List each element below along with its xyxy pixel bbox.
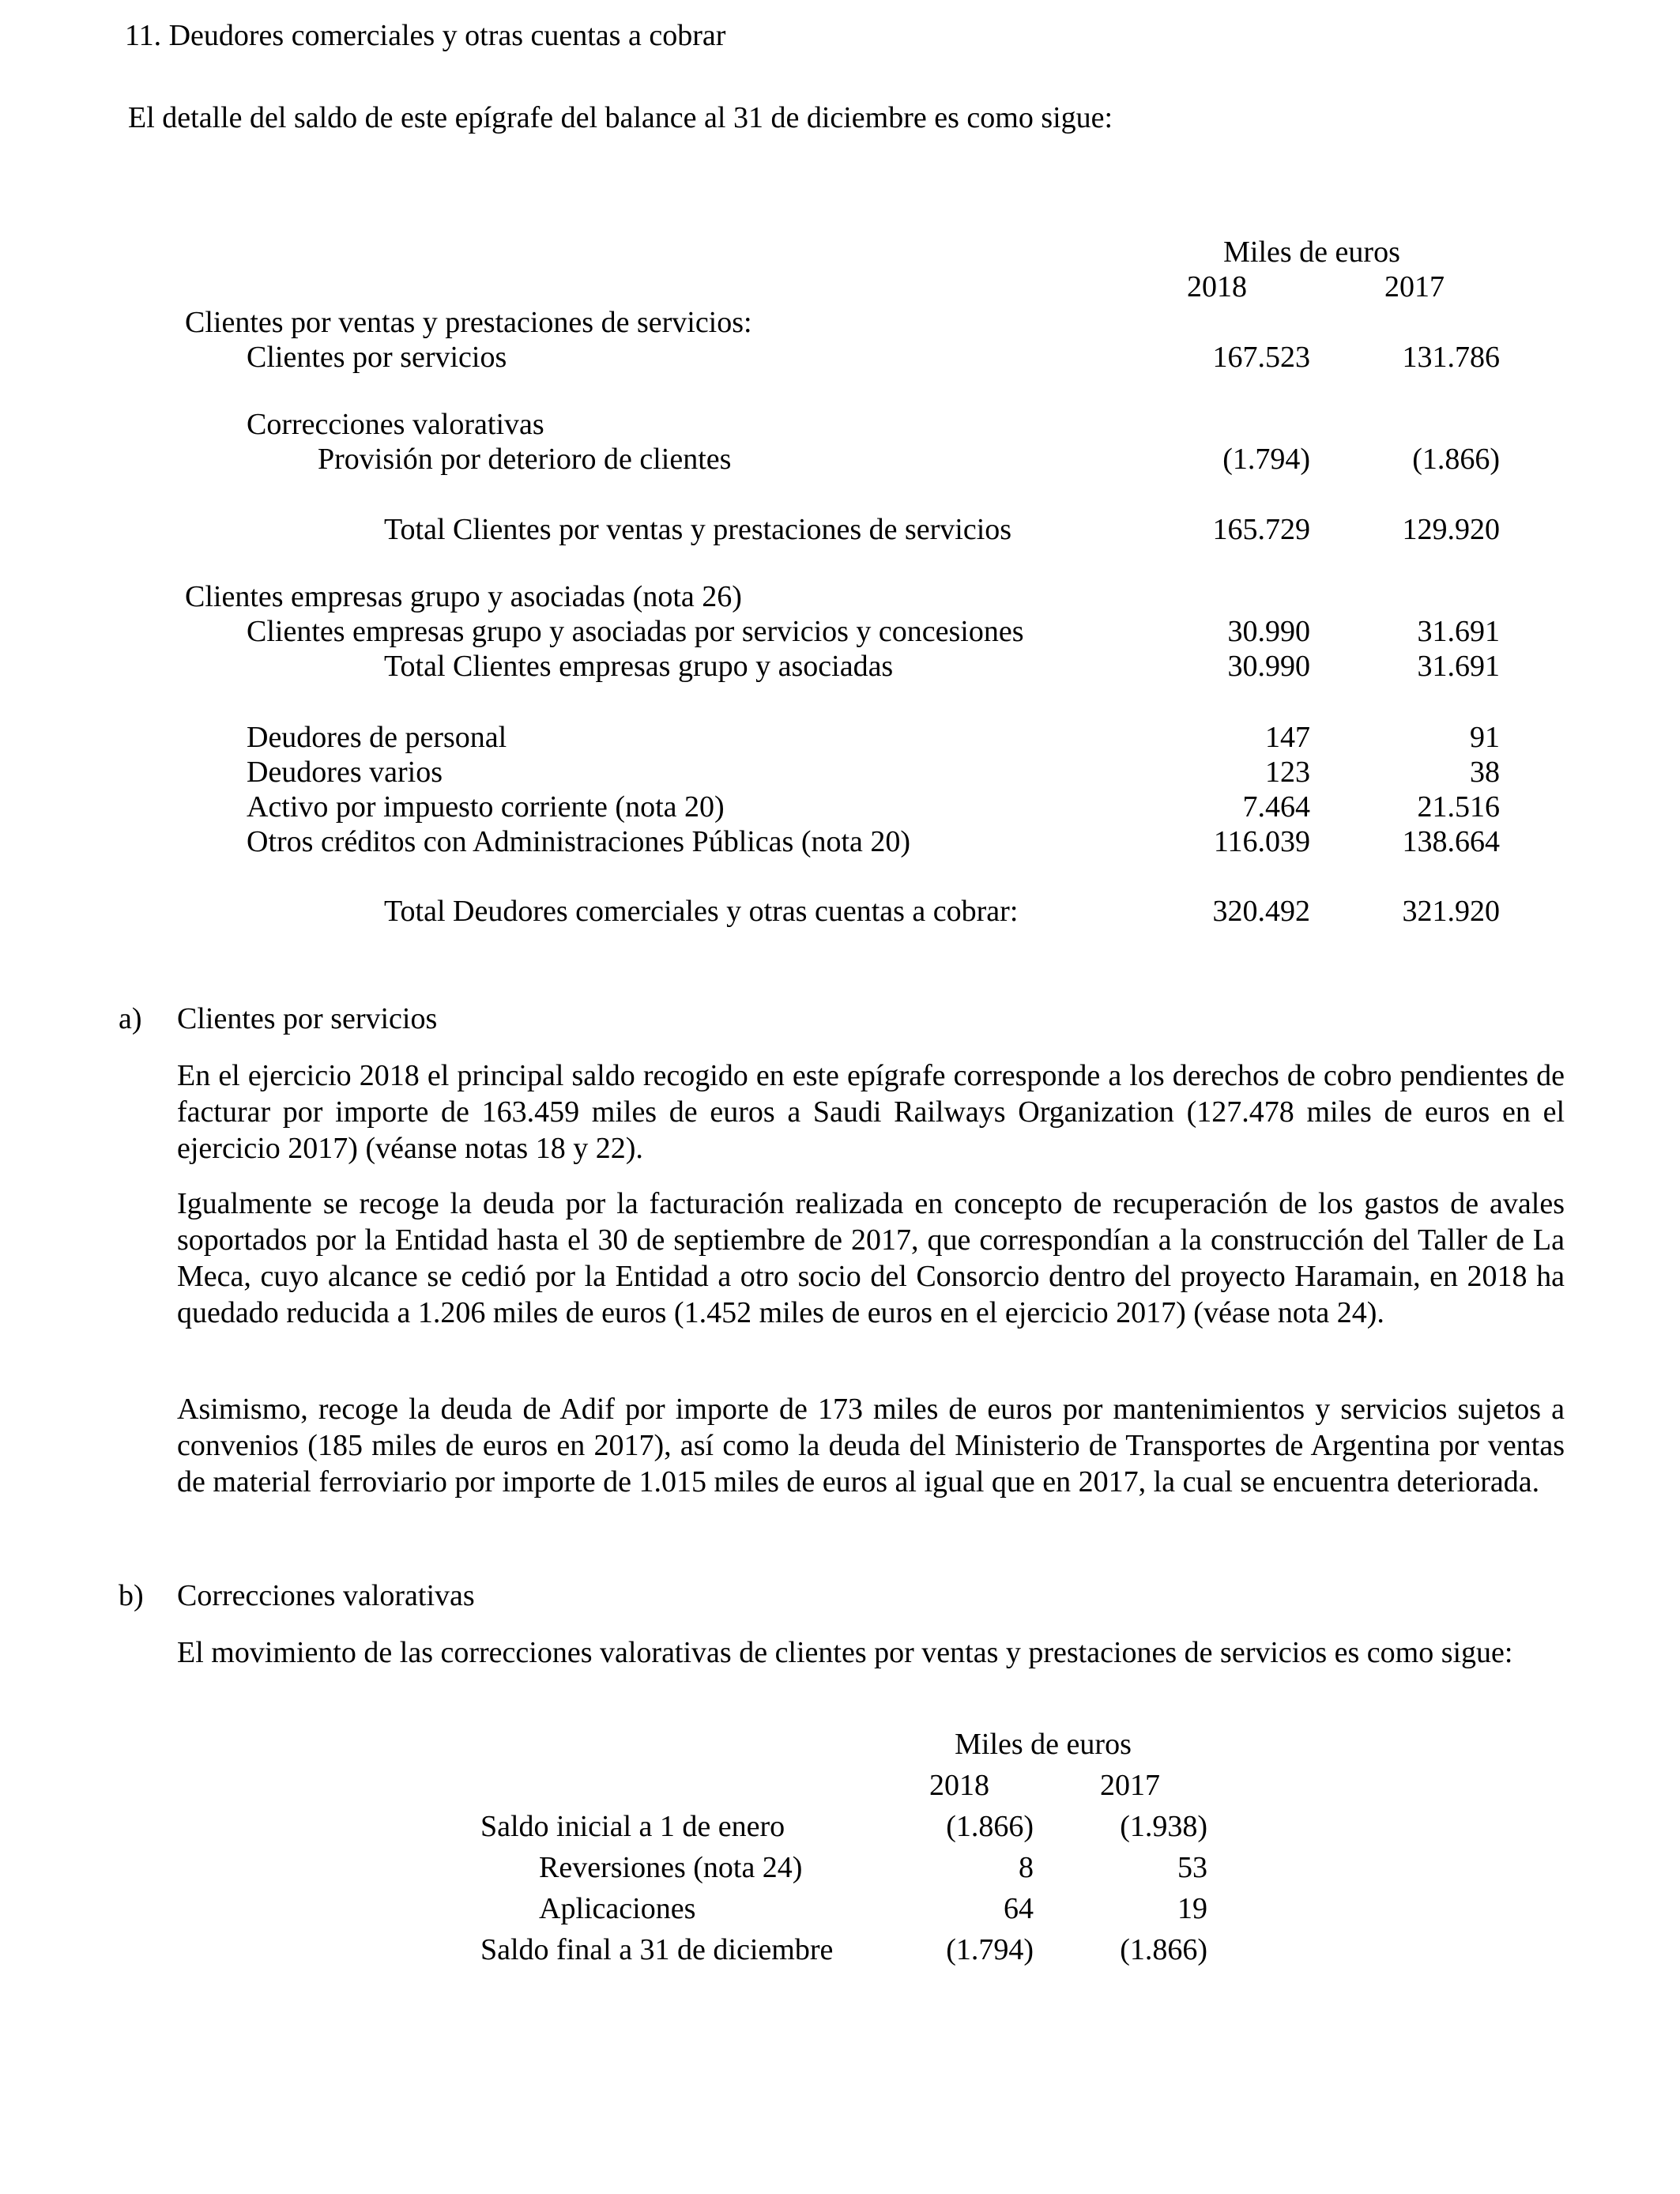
row-label: Clientes empresas grupo y asociadas por servicios y concesiones xyxy=(247,615,1024,648)
table1-col-2018: 2018 xyxy=(1187,270,1247,303)
section-a-paragraph-3: Asimismo, recoge la deuda de Adif por importe de 173 miles de euros por mantenimientos y servicios sujetos a convenios (185 miles de euros en 2017), así como la deuda del Ministerio de Transportes de Argentina por ventas de material ferroviario por importe de 1.015 miles de euros al igual que en 2017, la cual se encuentra deteriorada. xyxy=(177,1393,1565,1498)
row-value-2018: 30.990 xyxy=(1227,650,1310,683)
row-value-2017: 21.516 xyxy=(1417,790,1500,824)
row-label: Total Clientes por ventas y prestaciones de servicios xyxy=(384,513,1012,546)
row-label: Reversiones (nota 24) xyxy=(539,1851,803,1884)
section-a-paragraph-2: Igualmente se recoge la deuda por la facturación realizada en concepto de recuperación de los gastos de avales soportados por la Entidad hasta el 30 de septiembre de 2017, que correspondían a la construcción del Taller de La Meca, cuyo alcance se cedió por la Entidad a otro socio del Consorcio dentro del proyecto Haramain, en 2018 ha quedado reducida a 1.206 miles de euros (1.452 miles de euros en el ejercicio 2017) (véase nota 24). xyxy=(177,1187,1565,1329)
row-value-2017: 91 xyxy=(1470,721,1500,754)
row-label: Correcciones valorativas xyxy=(247,408,544,441)
row-value-2018: (1.794) xyxy=(946,1933,1034,1966)
row-value-2018: 30.990 xyxy=(1227,615,1310,648)
section-a-marker: a) xyxy=(119,1002,142,1035)
row-value-2017: 53 xyxy=(1177,1851,1207,1884)
row-value-2018: 8 xyxy=(1019,1851,1034,1884)
row-value-2018: 116.039 xyxy=(1213,825,1310,858)
row-label: Total Deudores comerciales y otras cuentas a cobrar: xyxy=(384,895,1019,928)
row-value-2018: 7.464 xyxy=(1242,790,1310,824)
row-value-2017: 31.691 xyxy=(1417,650,1500,683)
row-value-2017: 138.664 xyxy=(1402,825,1500,858)
row-value-2018: 64 xyxy=(1004,1892,1034,1925)
section-b-marker: b) xyxy=(119,1579,144,1612)
row-value-2017: 38 xyxy=(1470,756,1500,789)
row-label: Saldo inicial a 1 de enero xyxy=(480,1810,785,1843)
row-value-2018: 147 xyxy=(1265,721,1310,754)
row-value-2018: 123 xyxy=(1265,756,1310,789)
table1-col-2017: 2017 xyxy=(1384,270,1445,303)
row-value-2018: 167.523 xyxy=(1212,341,1310,374)
row-label: Deudores de personal xyxy=(247,721,507,754)
row-value-2018: 320.492 xyxy=(1212,895,1310,928)
row-label: Aplicaciones xyxy=(539,1892,696,1925)
row-value-2017: (1.938) xyxy=(1120,1810,1207,1843)
section-b-title: Correcciones valorativas xyxy=(177,1579,475,1612)
row-label: Saldo final a 31 de diciembre xyxy=(480,1933,834,1966)
row-value-2017: 131.786 xyxy=(1402,341,1500,374)
section-b-paragraph: El movimiento de las correcciones valorativas de clientes por ventas y prestaciones de servicios es como sigue: xyxy=(177,1636,1513,1669)
row-label: Otros créditos con Administraciones Públicas (nota 20) xyxy=(247,825,911,858)
row-value-2017: 19 xyxy=(1177,1892,1207,1925)
row-value-2017: 129.920 xyxy=(1402,513,1500,546)
row-value-2017: (1.866) xyxy=(1120,1933,1207,1966)
table2-col-2017: 2017 xyxy=(1100,1769,1160,1802)
row-label: Clientes empresas grupo y asociadas (nota 26) xyxy=(185,580,742,613)
row-label: Total Clientes empresas grupo y asociadas xyxy=(384,650,894,683)
row-value-2018: 165.729 xyxy=(1212,513,1310,546)
note-heading: 11. Deudores comerciales y otras cuentas a cobrar xyxy=(125,19,726,52)
row-value-2017: 321.920 xyxy=(1402,895,1500,928)
row-label: Clientes por ventas y prestaciones de servicios: xyxy=(185,306,752,339)
row-value-2018: (1.794) xyxy=(1222,443,1310,476)
table1-unit-header: Miles de euros xyxy=(1223,236,1400,269)
row-value-2018: (1.866) xyxy=(946,1810,1034,1843)
row-value-2017: (1.866) xyxy=(1412,443,1500,476)
table2-col-2018: 2018 xyxy=(929,1769,989,1802)
table2-unit-header: Miles de euros xyxy=(955,1728,1132,1761)
section-a-title: Clientes por servicios xyxy=(177,1002,438,1035)
row-label: Activo por impuesto corriente (nota 20) xyxy=(247,790,725,824)
section-a-paragraph-1: En el ejercicio 2018 el principal saldo recogido en este epígrafe corresponde a los derechos de cobro pendientes de facturar por importe de 163.459 miles de euros a Saudi Railways Organization (127.478 miles de euros en el ejercicio 2017) (véanse notas 18 y 22). xyxy=(177,1059,1565,1165)
row-label: Clientes por servicios xyxy=(247,341,507,374)
row-label: Deudores varios xyxy=(247,756,443,789)
row-label: Provisión por deterioro de clientes xyxy=(318,443,732,476)
intro-text: El detalle del saldo de este epígrafe del balance al 31 de diciembre es como sigue: xyxy=(128,101,1113,134)
row-value-2017: 31.691 xyxy=(1417,615,1500,648)
